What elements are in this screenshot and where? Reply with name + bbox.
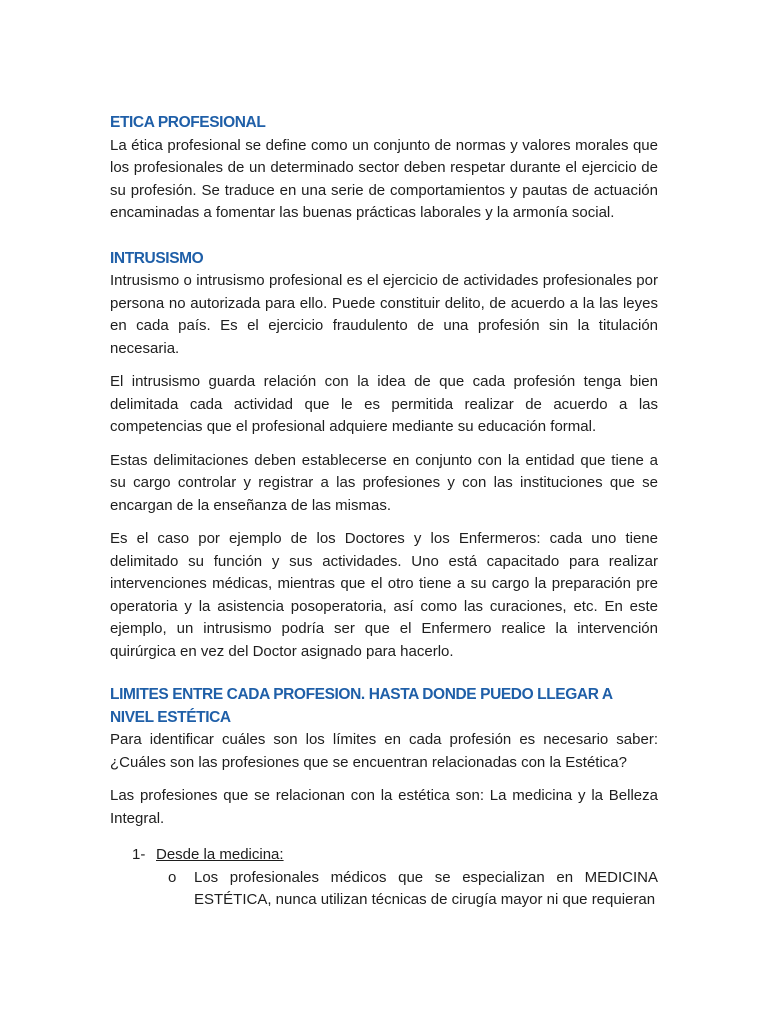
list-label: Desde la medicina: xyxy=(156,846,284,863)
list-number: 1- xyxy=(132,846,146,863)
paragraph-intrusismo-4: Es el caso por ejemplo de los Doctores y los Enfermeros: cada uno tiene delimitado su función y sus actividades. Uno está capacitado para realizar intervenciones médicas, mientras que el otro tiene a su cargo la preparación pre operatoria y la asistencia posoperatoria, así como las curaciones, etc. En este ejemplo, un intrusismo podría ser que el Enfermero realice la intervención quirúrgica en vez del Doctor asignado para hacerlo. xyxy=(110,530,658,660)
bullet-icon: o xyxy=(168,868,177,886)
heading-limites: LIMITES ENTRE CADA PROFESION. HASTA DONDE PUEDO LLEGAR A NIVEL ESTÉTICA xyxy=(110,686,613,726)
paragraph-etica-1: La ética profesional se define como un conjunto de normas y valores morales que los profesionales de un determinado sector deben respetar durante el ejercicio de su profesión. Se traduce en una serie de comportamientos y pautas de actuación encaminadas a fomentar las buenas prácticas laborales y la armonía social. xyxy=(110,136,658,221)
sub-list-text: Los profesionales médicos que se especializan en MEDICINA ESTÉTICA, nunca utilizan técnicas de cirugía mayor ni que requieran xyxy=(194,868,658,908)
paragraph-intrusismo-2: El intrusismo guarda relación con la idea de que cada profesión tenga bien delimitada cada actividad que le es permitida realizar de acuerdo a las competencias que el profesional adquiere mediante su educación formal. xyxy=(110,373,658,435)
document-content xyxy=(110,112,658,912)
heading-intrusismo: INTRUSISMO xyxy=(110,249,204,267)
paragraph-limites-2: Las profesiones que se relacionan con la estética son: La medicina y la Belleza Integral. xyxy=(110,787,658,827)
list-item-medicina xyxy=(110,844,658,867)
numbered-list xyxy=(110,844,658,912)
sub-list-item xyxy=(110,867,658,912)
paragraph-intrusismo-1: Intrusismo o intrusismo profesional es el ejercicio de actividades profesionales por persona no autorizada para ello. Puede constituir delito, de acuerdo a la las leyes en cada país. Es el ejercicio fraudulento de una profesión sin la titulación necesaria. xyxy=(110,272,658,357)
heading-etica-profesional: ETICA PROFESIONAL xyxy=(110,114,266,131)
paragraph-intrusismo-3: Estas delimitaciones deben establecerse en conjunto con la entidad que tiene a su cargo controlar y registrar a las profesiones y con las instituciones que se encargan de la enseñanza de las mismas. xyxy=(110,451,658,514)
paragraph-limites-1: Para identificar cuáles son los límites en cada profesión es necesario saber: ¿Cuáles son las profesiones que se encuentran relacionadas con la Estética? xyxy=(110,731,658,771)
